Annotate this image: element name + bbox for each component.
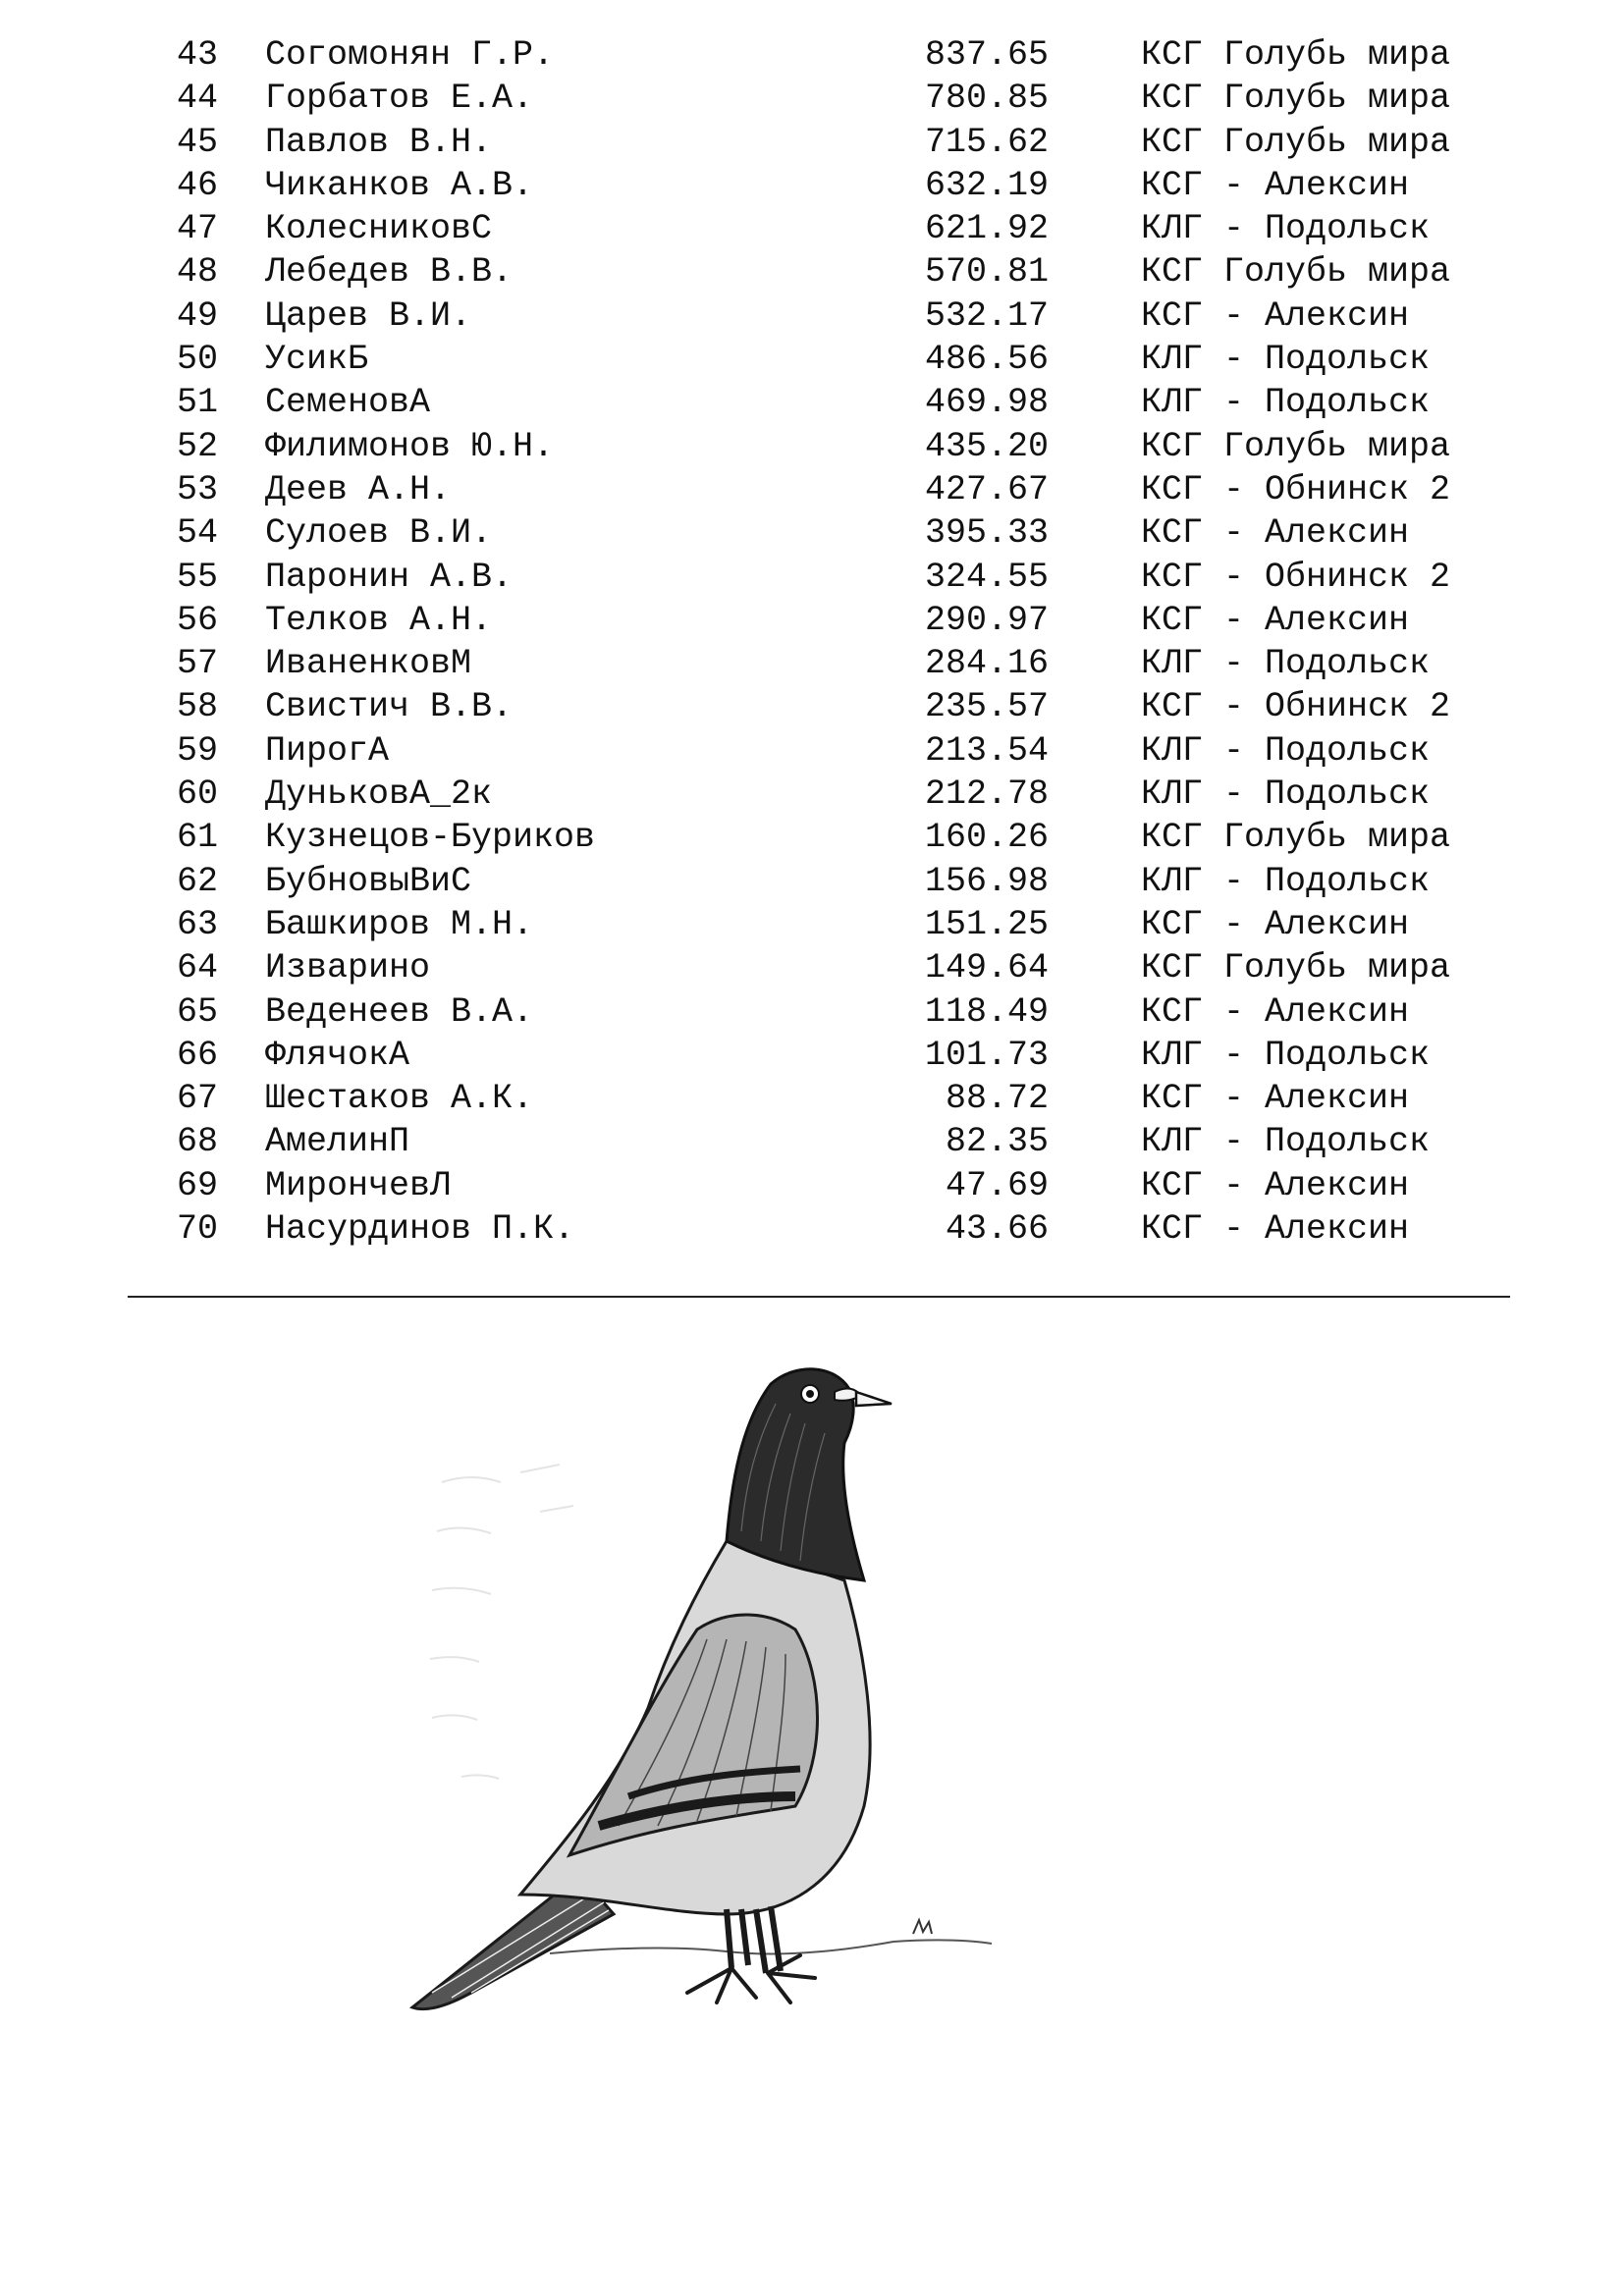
result-club: КСГ - Обнинск 2: [1141, 687, 1451, 727]
result-name: Чиканков А.В.: [265, 165, 534, 205]
result-name: Павлов В.Н.: [265, 122, 493, 162]
result-name: Веденеев В.А.: [265, 991, 534, 1032]
result-name: СеменовА: [265, 383, 431, 423]
result-row: [0, 468, 1624, 511]
result-rank: 54: [176, 513, 218, 554]
result-rank: 63: [176, 904, 218, 944]
feet: [687, 1955, 815, 2002]
result-club: КСГ Голубь мира: [1141, 818, 1451, 858]
result-row: [0, 1164, 1624, 1207]
result-name: УсикБ: [265, 340, 369, 380]
result-score: 88.72: [945, 1079, 1049, 1119]
result-score: 213.54: [924, 730, 1049, 771]
pigeon-illustration-icon: [403, 1364, 1070, 2120]
result-row: [0, 425, 1624, 468]
result-name: ФлячокА: [265, 1035, 410, 1075]
result-name: Горбатов Е.А.: [265, 79, 534, 119]
result-club: КЛГ - Подольск: [1141, 861, 1431, 901]
result-name: Кузнецов-Буриков: [265, 818, 596, 858]
result-name: БубновыВиС: [265, 861, 472, 901]
result-score: 284.16: [924, 644, 1049, 684]
beak: [856, 1392, 892, 1406]
result-row: [0, 511, 1624, 555]
result-rank: 44: [176, 79, 218, 119]
result-rank: 43: [176, 35, 218, 75]
result-name: Насурдинов П.К.: [265, 1209, 575, 1250]
result-row: [0, 207, 1624, 250]
result-name: Деев А.Н.: [265, 469, 452, 509]
result-row: [0, 990, 1624, 1034]
result-club: КЛГ - Подольск: [1141, 1122, 1431, 1162]
result-name: ДуньковА_2к: [265, 774, 493, 815]
result-score: 290.97: [924, 600, 1049, 640]
result-club: КСГ Голубь мира: [1141, 122, 1451, 162]
result-score: 235.57: [924, 687, 1049, 727]
result-row: [0, 1034, 1624, 1077]
result-score: 632.19: [924, 165, 1049, 205]
result-rank: 50: [176, 340, 218, 380]
result-rank: 56: [176, 600, 218, 640]
result-name: МирончевЛ: [265, 1165, 452, 1205]
result-row: [0, 164, 1624, 207]
result-rank: 47: [176, 209, 218, 249]
result-rank: 51: [176, 383, 218, 423]
result-name: АмелинП: [265, 1122, 410, 1162]
result-rank: 49: [176, 295, 218, 336]
result-name: Филимонов Ю.Н.: [265, 426, 555, 466]
result-rank: 52: [176, 426, 218, 466]
result-score: 324.55: [924, 557, 1049, 597]
result-name: Лебедев В.В.: [265, 252, 514, 293]
result-score: 570.81: [924, 252, 1049, 293]
result-club: КСГ - Алексин: [1141, 165, 1410, 205]
result-club: КСГ Голубь мира: [1141, 252, 1451, 293]
result-row: [0, 773, 1624, 816]
ground-line: [550, 1940, 992, 1953]
result-row: [0, 33, 1624, 77]
result-score: 837.65: [924, 35, 1049, 75]
result-rank: 61: [176, 818, 218, 858]
result-row: [0, 556, 1624, 599]
result-row: [0, 860, 1624, 903]
result-club: КСГ Голубь мира: [1141, 426, 1451, 466]
result-club: КСГ - Алексин: [1141, 1209, 1410, 1250]
result-score: 149.64: [924, 948, 1049, 988]
result-score: 47.69: [945, 1165, 1049, 1205]
result-row: [0, 729, 1624, 773]
result-name: ПирогА: [265, 730, 390, 771]
result-row: [0, 294, 1624, 338]
result-name: Шестаков А.К.: [265, 1079, 534, 1119]
result-rank: 65: [176, 991, 218, 1032]
result-name: Согомонян Г.Р.: [265, 35, 555, 75]
result-club: КЛГ - Подольск: [1141, 209, 1431, 249]
result-club: КСГ - Алексин: [1141, 513, 1410, 554]
result-rank: 48: [176, 252, 218, 293]
result-rank: 58: [176, 687, 218, 727]
result-row: [0, 946, 1624, 989]
separator-line: [128, 1296, 1510, 1298]
result-row: [0, 381, 1624, 424]
result-score: 151.25: [924, 904, 1049, 944]
result-row: [0, 642, 1624, 685]
result-row: [0, 77, 1624, 120]
result-club: КСГ - Алексин: [1141, 1079, 1410, 1119]
result-score: 532.17: [924, 295, 1049, 336]
result-rank: 68: [176, 1122, 218, 1162]
result-score: 43.66: [945, 1209, 1049, 1250]
result-row: [0, 250, 1624, 294]
result-score: 427.67: [924, 469, 1049, 509]
result-rank: 62: [176, 861, 218, 901]
result-rank: 59: [176, 730, 218, 771]
result-rank: 46: [176, 165, 218, 205]
result-row: [0, 1120, 1624, 1163]
result-row: [0, 685, 1624, 728]
result-name: Телков А.Н.: [265, 600, 493, 640]
result-club: КСГ - Алексин: [1141, 904, 1410, 944]
result-club: КЛГ - Подольск: [1141, 644, 1431, 684]
result-name: ИваненковМ: [265, 644, 472, 684]
result-rank: 57: [176, 644, 218, 684]
result-rank: 67: [176, 1079, 218, 1119]
result-score: 212.78: [924, 774, 1049, 815]
result-score: 780.85: [924, 79, 1049, 119]
result-rank: 69: [176, 1165, 218, 1205]
result-club: КСГ - Алексин: [1141, 295, 1410, 336]
result-club: КЛГ - Подольск: [1141, 383, 1431, 423]
result-club: КСГ - Обнинск 2: [1141, 557, 1451, 597]
result-club: КСГ - Обнинск 2: [1141, 469, 1451, 509]
result-score: 82.35: [945, 1122, 1049, 1162]
result-score: 118.49: [924, 991, 1049, 1032]
result-club: КСГ Голубь мира: [1141, 35, 1451, 75]
result-club: КЛГ - Подольск: [1141, 340, 1431, 380]
result-name: Царев В.И.: [265, 295, 472, 336]
result-rank: 60: [176, 774, 218, 815]
result-row: [0, 1207, 1624, 1251]
result-club: КСГ - Алексин: [1141, 600, 1410, 640]
results-list: [0, 33, 1624, 1251]
result-name: Изварино: [265, 948, 431, 988]
result-row: [0, 599, 1624, 642]
result-rank: 70: [176, 1209, 218, 1250]
result-club: КЛГ - Подольск: [1141, 774, 1431, 815]
result-rank: 64: [176, 948, 218, 988]
result-score: 469.98: [924, 383, 1049, 423]
result-score: 715.62: [924, 122, 1049, 162]
result-club: КСГ - Алексин: [1141, 991, 1410, 1032]
result-score: 621.92: [924, 209, 1049, 249]
result-name: Сулоев В.И.: [265, 513, 493, 554]
result-score: 160.26: [924, 818, 1049, 858]
result-score: 486.56: [924, 340, 1049, 380]
result-score: 101.73: [924, 1035, 1049, 1075]
result-row: [0, 903, 1624, 946]
result-club: КСГ Голубь мира: [1141, 79, 1451, 119]
result-name: Башкиров М.Н.: [265, 904, 534, 944]
result-row: [0, 1077, 1624, 1120]
result-name: Паронин А.В.: [265, 557, 514, 597]
result-name: КолесниковС: [265, 209, 493, 249]
background-sketch: [430, 1465, 573, 1779]
result-club: КЛГ - Подольск: [1141, 1035, 1431, 1075]
result-club: КЛГ - Подольск: [1141, 730, 1431, 771]
result-row: [0, 338, 1624, 381]
result-score: 435.20: [924, 426, 1049, 466]
result-score: 395.33: [924, 513, 1049, 554]
result-row: [0, 121, 1624, 164]
result-row: [0, 816, 1624, 859]
result-rank: 53: [176, 469, 218, 509]
result-score: 156.98: [924, 861, 1049, 901]
result-rank: 55: [176, 557, 218, 597]
result-rank: 66: [176, 1035, 218, 1075]
result-rank: 45: [176, 122, 218, 162]
result-name: Свистич В.В.: [265, 687, 514, 727]
result-club: КСГ Голубь мира: [1141, 948, 1451, 988]
result-club: КСГ - Алексин: [1141, 1165, 1410, 1205]
